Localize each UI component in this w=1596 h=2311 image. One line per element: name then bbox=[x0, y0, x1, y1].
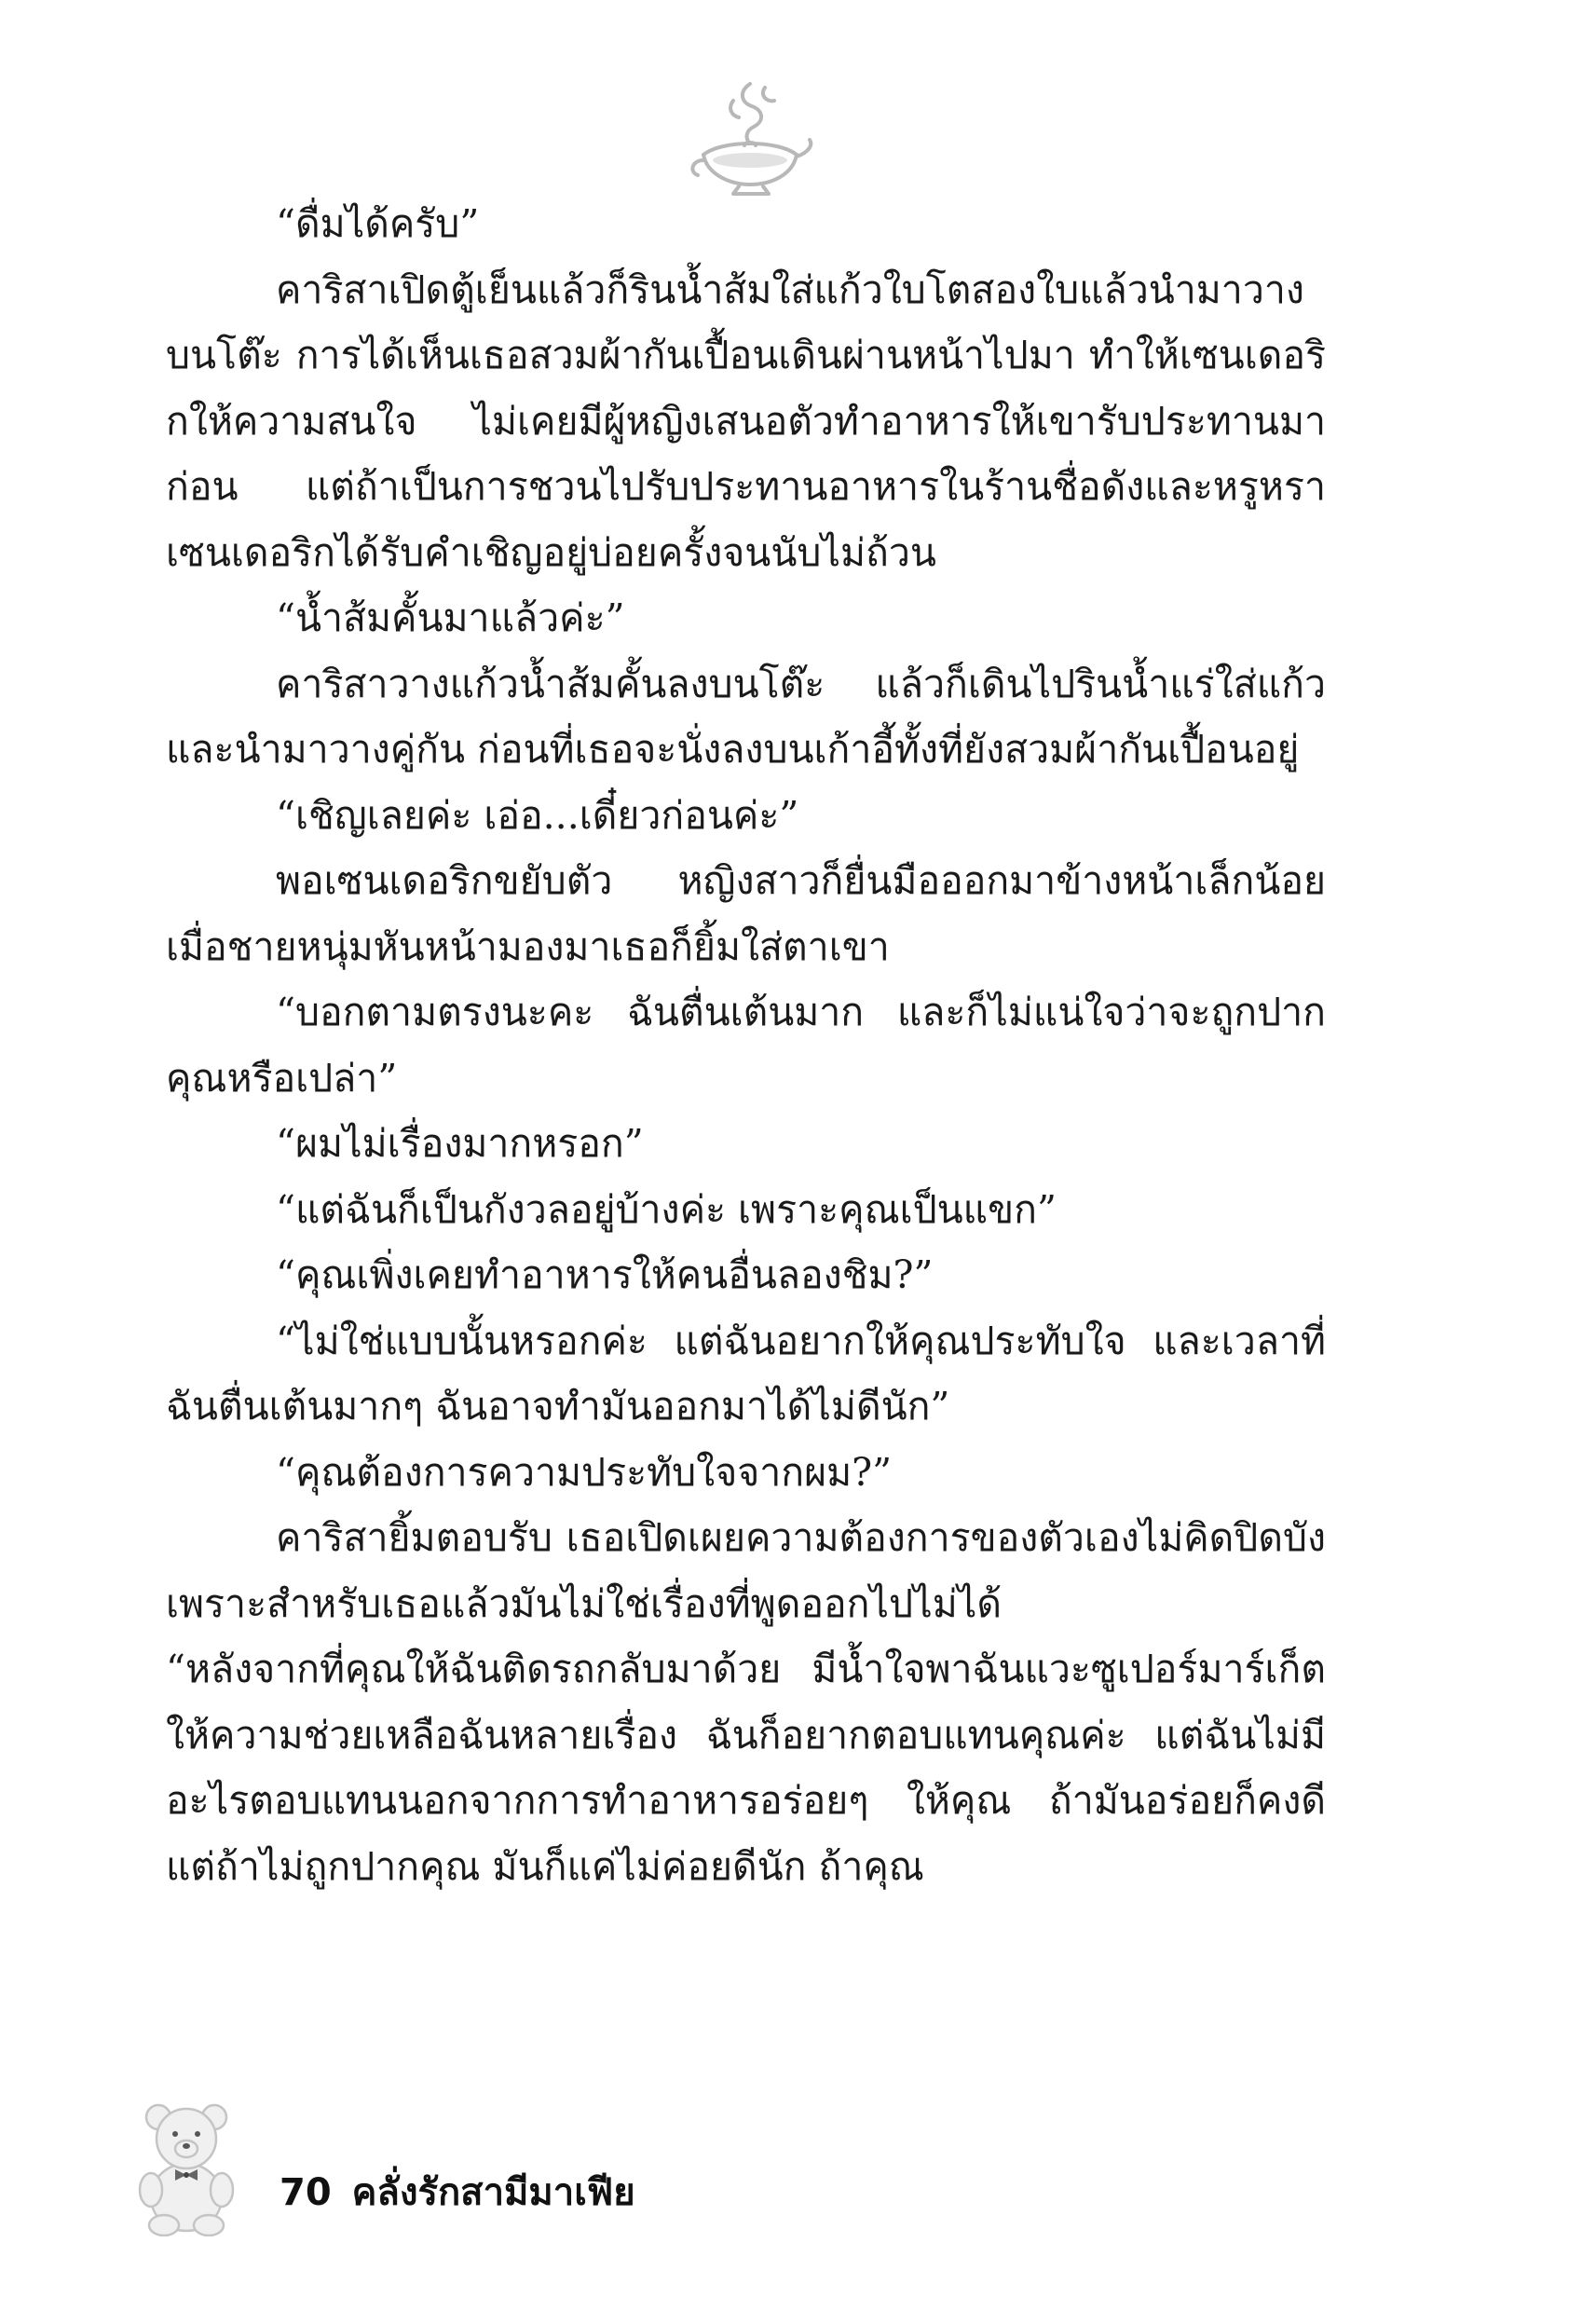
paragraph: “ดื่มได้ครับ” bbox=[276, 201, 480, 246]
paragraph: “แต่ฉันก็เป็นกังวลอยู่บ้างค่ะ เพราะคุณเป็นแขก” bbox=[276, 1186, 1057, 1232]
paragraph: “ไม่ใช่แบบนั้นหรอกค่ะ แต่ฉันอยากให้คุณประทับใจ และเวลาที่ฉันตื่นเต้นมากๆ ฉันอาจทำมันออกมาได้ไม่ดีนัก” bbox=[166, 1318, 1326, 1429]
genie-lamp-icon bbox=[685, 75, 815, 196]
paragraph: คาริสายิ้มตอบรับ เธอเปิดเผยความต้องการของตัวเองไม่คิดปิดบัง เพราะสำหรับเธอแล้วมันไม่ใช่เรื่องที่พูดออกไปไม่ได้ bbox=[166, 1515, 1326, 1626]
paragraph: “คุณเพิ่งเคยทำอาหารให้คนอื่นลองชิม?” bbox=[276, 1252, 934, 1297]
paragraph: คาริสาวางแก้วน้ำส้มคั้นลงบนโต๊ะ แล้วก็เดินไปรินน้ำแร่ใส่แก้วและนำมาวางคู่กัน ก่อนที่เธอจะนั่งลงบนเก้าอี้ทั้งที่ยังสวมผ้ากันเปื้อนอยู่ bbox=[166, 661, 1326, 772]
paragraph: “เชิญเลยค่ะ เอ่อ...เดี๋ยวก่อนค่ะ” bbox=[276, 792, 799, 838]
paragraph: “คุณต้องการความประทับใจจากผม?” bbox=[276, 1449, 893, 1495]
page-footer bbox=[130, 2097, 783, 2255]
paragraph: “หลังจากที่คุณให้ฉันติดรถกลับมาด้วย มีน้ำใจพาฉันแวะซูเปอร์มาร์เก็ต ให้ความช่วยเหลือฉันหลายเรื่อง ฉันก็อยากตอบแทนคุณค่ะ แต่ฉันไม่มีอะไรตอบแทนนอกจากการทำอาหารอร่อยๆ ให้คุณ ถ้ามันอร่อยก็คงดี แต่ถ้าไม่ถูกปากคุณ มันก็แค่ไม่ค่อยดีนัก ถ้าคุณ bbox=[166, 1647, 1326, 1889]
paragraph: “ผมไม่เรื่องมากหรอก” bbox=[276, 1121, 644, 1166]
paragraph: “น้ำส้มคั้นมาแล้วค่ะ” bbox=[276, 595, 625, 640]
paragraph: “บอกตามตรงนะคะ ฉันตื่นเต้นมาก และก็ไม่แน่ใจว่าจะถูกปากคุณหรือเปล่า” bbox=[166, 990, 1326, 1101]
footer-caption bbox=[280, 2162, 635, 2222]
page-number: 70 bbox=[280, 2171, 332, 2214]
book-title: คลั่งรักสามีมาเฟีย bbox=[351, 2171, 635, 2214]
body-text bbox=[166, 191, 1326, 1899]
paragraph: พอเซนเดอริกขยับตัว หญิงสาวก็ยื่นมือออกมาข้างหน้าเล็กน้อย เมื่อชายหนุ่มหันหน้ามองมาเธอก็ยิ้มใส่ตาเขา bbox=[166, 858, 1326, 969]
teddy-bear-icon bbox=[130, 2097, 242, 2236]
paragraph: คาริสาเปิดตู้เย็นแล้วก็รินน้ำส้มใส่แก้วใบโตสองใบแล้วนำมาวางบนโต๊ะ การได้เห็นเธอสวมผ้ากันเปื้อนเดินผ่านหน้าไปมา ทำให้เซนเดอริกให้ความสนใจ ไม่เคยมีผู้หญิงเสนอตัวทำอาหารให้เขารับประทานมาก่อน แต่ถ้าเป็นการชวนไปรับประทานอาหารในร้านชื่อดังและหรูหรา เซนเดอริกได้รับคำเชิญอยู่บ่อยครั้งจนนับไม่ถ้วน bbox=[166, 267, 1326, 575]
